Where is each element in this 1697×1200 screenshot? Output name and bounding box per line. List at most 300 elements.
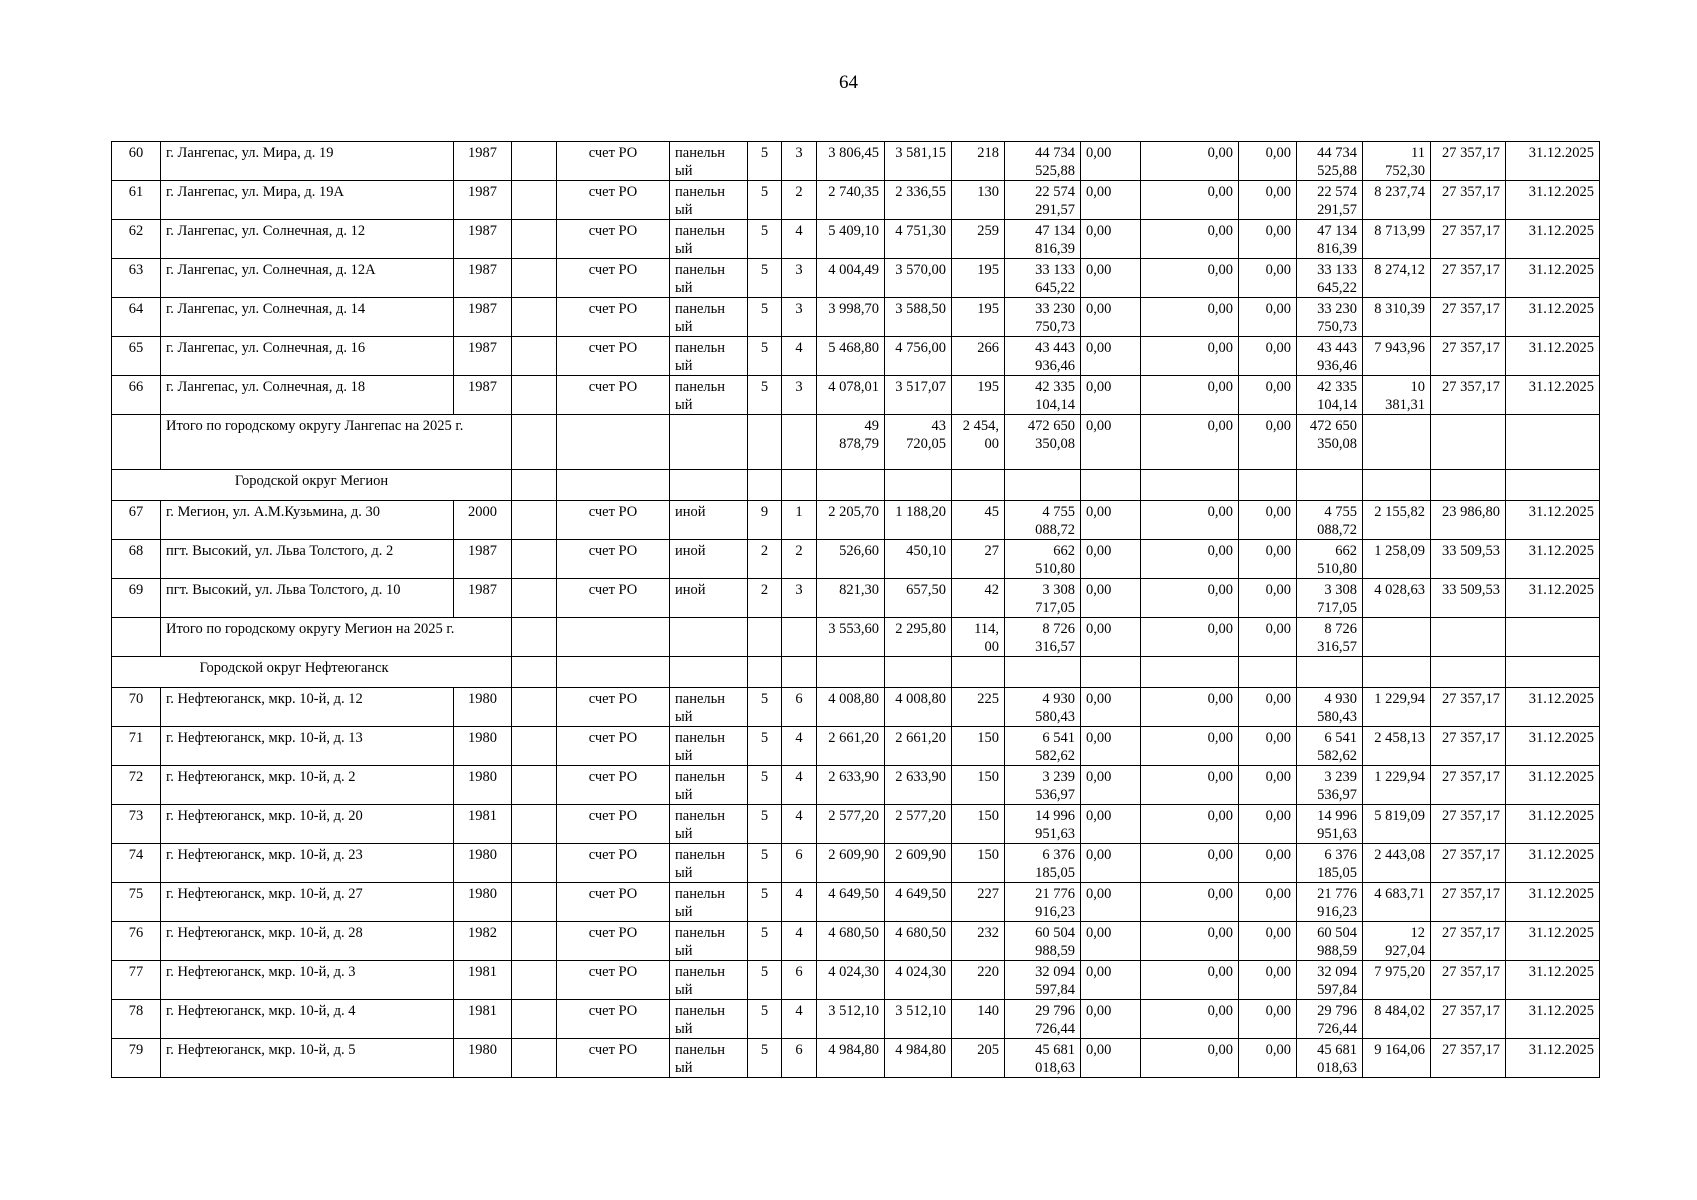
- cell-year: 1980: [454, 1039, 512, 1078]
- cell-residents: 150: [952, 727, 1005, 766]
- cell-wall-material: панельн ый: [670, 376, 748, 415]
- cell-living-area: 3 517,07: [885, 376, 952, 415]
- cell-floors: 9: [748, 501, 782, 540]
- cell-wall-material: панельн ый: [670, 883, 748, 922]
- cell-residents: 140: [952, 1000, 1005, 1039]
- cell-total-cost: 44 734 525,88: [1005, 142, 1081, 181]
- subtotal-label: Итого по городскому округу Мегион на 2025 г.: [161, 618, 512, 657]
- cell-residents: 218: [952, 142, 1005, 181]
- table-row: [112, 501, 1600, 540]
- cell-residents: 130: [952, 181, 1005, 220]
- cell-year: 1980: [454, 688, 512, 727]
- cell-empty: [952, 470, 1005, 501]
- cell-entrances: 1: [782, 501, 817, 540]
- table-row: [112, 376, 1600, 415]
- cell-empty: [512, 470, 557, 501]
- cell-deadline: 31.12.2025: [1506, 579, 1600, 618]
- cell-total-area: 3 998,70: [817, 298, 885, 337]
- cell-empty: [670, 657, 748, 688]
- cell-total-cost: 3 239 536,97: [1005, 766, 1081, 805]
- cell-cost-fund: 0,00: [1081, 805, 1141, 844]
- cell-wall-material: панельн ый: [670, 142, 748, 181]
- cell-cost-fund: 0,00: [1081, 337, 1141, 376]
- cell-floors: 5: [748, 1039, 782, 1078]
- cell-living-area: 4 649,50: [885, 883, 952, 922]
- cell-deadline: 31.12.2025: [1506, 259, 1600, 298]
- cell-deadline: 31.12.2025: [1506, 883, 1600, 922]
- section-title: Городской округ Мегион: [112, 470, 512, 501]
- cell-blank-col: [512, 501, 557, 540]
- cell-address: г. Мегион, ул. А.М.Кузьмина, д. 30: [161, 501, 454, 540]
- cell-year: 1987: [454, 181, 512, 220]
- cell-total-area: 2 609,90: [817, 844, 885, 883]
- cell-year: 1987: [454, 142, 512, 181]
- cell-max-cost-per-sqm: 27 357,17: [1431, 142, 1506, 181]
- cell-cost-owners: 21 776 916,23: [1297, 883, 1363, 922]
- cell-floors: 5: [748, 844, 782, 883]
- cell-year: 1987: [454, 298, 512, 337]
- cell-wall-material: панельн ый: [670, 337, 748, 376]
- cell-floors: 5: [748, 922, 782, 961]
- cell-empty: [557, 470, 670, 501]
- cell-entrances: 3: [782, 142, 817, 181]
- cell-total-cost: 45 681 018,63: [1005, 1039, 1081, 1078]
- cell-cost-budget-local: 0,00: [1239, 805, 1297, 844]
- cell-residents: 45: [952, 501, 1005, 540]
- cell-row-number: [112, 415, 161, 470]
- cell-cost-fund: 0,00: [1081, 883, 1141, 922]
- cell-empty: [1239, 657, 1297, 688]
- cell-cost-budget-region: 0,00: [1141, 727, 1239, 766]
- cell-cost-per-sqm: 4 683,71: [1363, 883, 1431, 922]
- cell-wall-material: панельн ый: [670, 922, 748, 961]
- cell-residents: 150: [952, 805, 1005, 844]
- cell-cost-owners: 4 755 088,72: [1297, 501, 1363, 540]
- cell-row-number: 79: [112, 1039, 161, 1078]
- cell-empty: [782, 415, 817, 470]
- cell-empty: [1363, 657, 1431, 688]
- cell-floors: 5: [748, 766, 782, 805]
- cell-empty: [748, 618, 782, 657]
- cell-row-number: 73: [112, 805, 161, 844]
- cell-living-area: 2 661,20: [885, 727, 952, 766]
- cell-deadline: 31.12.2025: [1506, 220, 1600, 259]
- cell-residents: 205: [952, 1039, 1005, 1078]
- cell-empty: [748, 415, 782, 470]
- cell-floors: 5: [748, 181, 782, 220]
- cell-empty: [1005, 657, 1081, 688]
- cell-cost-owners: 3 308 717,05: [1297, 579, 1363, 618]
- cell-cost-per-sqm: 10 381,31: [1363, 376, 1431, 415]
- cell-cost-owners: 6 376 185,05: [1297, 844, 1363, 883]
- cell-max-cost-per-sqm: 27 357,17: [1431, 805, 1506, 844]
- cell-year: 1980: [454, 727, 512, 766]
- cell-deadline: 31.12.2025: [1506, 805, 1600, 844]
- cell-cost-per-sqm: 7 943,96: [1363, 337, 1431, 376]
- cell-wall-material: иной: [670, 501, 748, 540]
- cell-blank-col: [512, 181, 557, 220]
- cell-funding-method: счет РО: [557, 961, 670, 1000]
- cell-year: 1981: [454, 961, 512, 1000]
- cell-empty: [1005, 470, 1081, 501]
- cell-cost-budget-local: 0,00: [1239, 766, 1297, 805]
- cell-cost-per-sqm: 1 229,94: [1363, 688, 1431, 727]
- cell-floors: 5: [748, 337, 782, 376]
- cell-cost-fund: 0,00: [1081, 579, 1141, 618]
- cell-empty: [1297, 470, 1363, 501]
- section-title: Городской округ Нефтеюганск: [112, 657, 512, 688]
- cell-entrances: 4: [782, 766, 817, 805]
- cell-cost-owners: 8 726 316,57: [1297, 618, 1363, 657]
- cell-floors: 5: [748, 805, 782, 844]
- cell-address: г. Лангепас, ул. Солнечная, д. 12: [161, 220, 454, 259]
- cell-deadline: 31.12.2025: [1506, 298, 1600, 337]
- cell-entrances: 3: [782, 376, 817, 415]
- cell-cost-per-sqm: 11 752,30: [1363, 142, 1431, 181]
- cell-cost-owners: 22 574 291,57: [1297, 181, 1363, 220]
- cell-cost-budget-local: 0,00: [1239, 540, 1297, 579]
- cell-residents: 232: [952, 922, 1005, 961]
- cell-row-number: 72: [112, 766, 161, 805]
- subtotal-row: [112, 618, 1600, 657]
- table-row: [112, 142, 1600, 181]
- cell-cost-owners: 47 134 816,39: [1297, 220, 1363, 259]
- cell-year: 1980: [454, 766, 512, 805]
- cell-max-cost-per-sqm: 27 357,17: [1431, 688, 1506, 727]
- cell-cost-per-sqm: 8 237,74: [1363, 181, 1431, 220]
- cell-total-cost: 8 726 316,57: [1005, 618, 1081, 657]
- cell-total-area: 2 577,20: [817, 805, 885, 844]
- cell-total-area: 4 004,49: [817, 259, 885, 298]
- cell-wall-material: панельн ый: [670, 220, 748, 259]
- cell-max-cost-per-sqm: 27 357,17: [1431, 337, 1506, 376]
- cell-residents: 225: [952, 688, 1005, 727]
- cell-cost-budget-region: 0,00: [1141, 1000, 1239, 1039]
- cell-empty: [782, 470, 817, 501]
- cell-cost-budget-region: 0,00: [1141, 766, 1239, 805]
- cell-blank-col: [512, 883, 557, 922]
- cell-blank-col: [512, 961, 557, 1000]
- cell-empty: [557, 618, 670, 657]
- cell-total-cost: 4 755 088,72: [1005, 501, 1081, 540]
- cell-residents: 227: [952, 883, 1005, 922]
- subtotal-label: Итого по городскому округу Лангепас на 2025 г.: [161, 415, 512, 470]
- cell-max-cost-per-sqm: 27 357,17: [1431, 1000, 1506, 1039]
- cell-total-cost: 21 776 916,23: [1005, 883, 1081, 922]
- cell-cost-per-sqm: [1363, 618, 1431, 657]
- cell-cost-budget-local: 0,00: [1239, 337, 1297, 376]
- table-row: [112, 259, 1600, 298]
- table-row: [112, 298, 1600, 337]
- cell-total-cost: 472 650 350,08: [1005, 415, 1081, 470]
- cell-empty: [1081, 657, 1141, 688]
- cell-total-area: 2 740,35: [817, 181, 885, 220]
- cell-cost-owners: 60 504 988,59: [1297, 922, 1363, 961]
- cell-residents: 266: [952, 337, 1005, 376]
- cell-empty: [1141, 470, 1239, 501]
- cell-funding-method: счет РО: [557, 1000, 670, 1039]
- cell-deadline: 31.12.2025: [1506, 688, 1600, 727]
- cell-cost-budget-local: 0,00: [1239, 883, 1297, 922]
- cell-empty: [1081, 470, 1141, 501]
- cell-cost-budget-region: 0,00: [1141, 181, 1239, 220]
- cell-cost-budget-local: 0,00: [1239, 579, 1297, 618]
- cell-residents: 259: [952, 220, 1005, 259]
- cell-floors: 5: [748, 883, 782, 922]
- cell-cost-owners: 44 734 525,88: [1297, 142, 1363, 181]
- cell-residents: 195: [952, 259, 1005, 298]
- cell-cost-budget-region: 0,00: [1141, 220, 1239, 259]
- cell-cost-budget-local: 0,00: [1239, 844, 1297, 883]
- cell-max-cost-per-sqm: 33 509,53: [1431, 579, 1506, 618]
- cell-max-cost-per-sqm: 27 357,17: [1431, 727, 1506, 766]
- cell-empty: [1297, 657, 1363, 688]
- cell-deadline: 31.12.2025: [1506, 337, 1600, 376]
- cell-row-number: 67: [112, 501, 161, 540]
- cell-cost-budget-region: 0,00: [1141, 142, 1239, 181]
- cell-max-cost-per-sqm: 27 357,17: [1431, 922, 1506, 961]
- cell-cost-per-sqm: 12 927,04: [1363, 922, 1431, 961]
- cell-wall-material: иной: [670, 540, 748, 579]
- cell-cost-budget-region: 0,00: [1141, 415, 1239, 470]
- table-row: [112, 579, 1600, 618]
- cell-funding-method: счет РО: [557, 805, 670, 844]
- cell-cost-fund: 0,00: [1081, 688, 1141, 727]
- cell-address: г. Лангепас, ул. Солнечная, д. 12А: [161, 259, 454, 298]
- cell-empty: [952, 657, 1005, 688]
- cell-row-number: 64: [112, 298, 161, 337]
- cell-address: г. Нефтеюганск, мкр. 10-й, д. 12: [161, 688, 454, 727]
- table-row: [112, 766, 1600, 805]
- cell-cost-budget-region: 0,00: [1141, 922, 1239, 961]
- cell-floors: 5: [748, 220, 782, 259]
- table-row: [112, 961, 1600, 1000]
- cell-address: г. Нефтеюганск, мкр. 10-й, д. 13: [161, 727, 454, 766]
- cell-year: 1987: [454, 259, 512, 298]
- cell-cost-fund: 0,00: [1081, 501, 1141, 540]
- cell-wall-material: панельн ый: [670, 727, 748, 766]
- cell-total-area: 2 633,90: [817, 766, 885, 805]
- cell-total-cost: 6 541 582,62: [1005, 727, 1081, 766]
- cell-total-area: 4 680,50: [817, 922, 885, 961]
- cell-funding-method: счет РО: [557, 1039, 670, 1078]
- cell-cost-owners: 6 541 582,62: [1297, 727, 1363, 766]
- cell-cost-per-sqm: 8 310,39: [1363, 298, 1431, 337]
- cell-entrances: 4: [782, 727, 817, 766]
- cell-cost-budget-local: 0,00: [1239, 142, 1297, 181]
- cell-funding-method: счет РО: [557, 298, 670, 337]
- cell-blank-col: [512, 805, 557, 844]
- cell-cost-budget-local: 0,00: [1239, 961, 1297, 1000]
- cell-max-cost-per-sqm: 27 357,17: [1431, 883, 1506, 922]
- cell-cost-per-sqm: [1363, 415, 1431, 470]
- cell-empty: [782, 618, 817, 657]
- cell-total-area: 5 468,80: [817, 337, 885, 376]
- cell-empty: [748, 470, 782, 501]
- cell-row-number: 65: [112, 337, 161, 376]
- cell-floors: 5: [748, 961, 782, 1000]
- cell-cost-owners: 45 681 018,63: [1297, 1039, 1363, 1078]
- cell-empty: [512, 657, 557, 688]
- cell-living-area: 2 633,90: [885, 766, 952, 805]
- table-row: [112, 844, 1600, 883]
- cell-cost-budget-region: 0,00: [1141, 540, 1239, 579]
- cell-deadline: [1506, 618, 1600, 657]
- cell-total-area: 5 409,10: [817, 220, 885, 259]
- cell-address: г. Лангепас, ул. Солнечная, д. 18: [161, 376, 454, 415]
- cell-cost-budget-region: 0,00: [1141, 501, 1239, 540]
- cell-funding-method: счет РО: [557, 181, 670, 220]
- cell-entrances: 6: [782, 961, 817, 1000]
- cell-cost-owners: 42 335 104,14: [1297, 376, 1363, 415]
- cell-row-number: 66: [112, 376, 161, 415]
- cell-row-number: 61: [112, 181, 161, 220]
- cell-total-area: 4 984,80: [817, 1039, 885, 1078]
- cell-floors: 2: [748, 579, 782, 618]
- cell-total-area: 4 078,01: [817, 376, 885, 415]
- cell-blank-col: [512, 376, 557, 415]
- cell-address: г. Лангепас, ул. Солнечная, д. 14: [161, 298, 454, 337]
- cell-empty: [817, 657, 885, 688]
- cell-address: г. Нефтеюганск, мкр. 10-й, д. 3: [161, 961, 454, 1000]
- cell-cost-budget-local: 0,00: [1239, 618, 1297, 657]
- cell-blank-col: [512, 259, 557, 298]
- cell-address: пгт. Высокий, ул. Льва Толстого, д. 2: [161, 540, 454, 579]
- cell-cost-per-sqm: 9 164,06: [1363, 1039, 1431, 1078]
- cell-funding-method: счет РО: [557, 259, 670, 298]
- cell-cost-fund: 0,00: [1081, 376, 1141, 415]
- cell-blank-col: [512, 844, 557, 883]
- cell-blank-col: [512, 540, 557, 579]
- cell-entrances: 2: [782, 181, 817, 220]
- cell-row-number: 70: [112, 688, 161, 727]
- cell-cost-fund: 0,00: [1081, 181, 1141, 220]
- cell-deadline: [1506, 415, 1600, 470]
- cell-total-cost: 42 335 104,14: [1005, 376, 1081, 415]
- cell-cost-budget-local: 0,00: [1239, 1039, 1297, 1078]
- cell-living-area: 3 512,10: [885, 1000, 952, 1039]
- cell-entrances: 4: [782, 220, 817, 259]
- cell-blank-col: [512, 142, 557, 181]
- cell-year: 1987: [454, 337, 512, 376]
- cell-wall-material: иной: [670, 579, 748, 618]
- cell-year: 1981: [454, 1000, 512, 1039]
- cell-total-area: 2 205,70: [817, 501, 885, 540]
- cell-max-cost-per-sqm: 27 357,17: [1431, 1039, 1506, 1078]
- cell-cost-per-sqm: 8 484,02: [1363, 1000, 1431, 1039]
- cell-living-area: 3 570,00: [885, 259, 952, 298]
- cell-cost-fund: 0,00: [1081, 220, 1141, 259]
- cell-max-cost-per-sqm: 27 357,17: [1431, 376, 1506, 415]
- cell-address: г. Лангепас, ул. Солнечная, д. 16: [161, 337, 454, 376]
- cell-blank-col: [512, 579, 557, 618]
- cell-living-area: 657,50: [885, 579, 952, 618]
- cell-cost-per-sqm: 2 155,82: [1363, 501, 1431, 540]
- cell-funding-method: счет РО: [557, 883, 670, 922]
- cell-total-area: 3 553,60: [817, 618, 885, 657]
- cell-cost-fund: 0,00: [1081, 540, 1141, 579]
- cell-living-area: 4 751,30: [885, 220, 952, 259]
- cell-address: г. Нефтеюганск, мкр. 10-й, д. 5: [161, 1039, 454, 1078]
- cell-living-area: 4 008,80: [885, 688, 952, 727]
- cell-total-area: 49 878,79: [817, 415, 885, 470]
- cell-cost-budget-region: 0,00: [1141, 337, 1239, 376]
- cell-year: 2000: [454, 501, 512, 540]
- cell-funding-method: счет РО: [557, 922, 670, 961]
- cell-empty: [885, 470, 952, 501]
- cell-cost-budget-region: 0,00: [1141, 844, 1239, 883]
- cell-deadline: 31.12.2025: [1506, 1039, 1600, 1078]
- cell-cost-owners: 4 930 580,43: [1297, 688, 1363, 727]
- cell-deadline: 31.12.2025: [1506, 961, 1600, 1000]
- cell-floors: 5: [748, 142, 782, 181]
- table-row: [112, 883, 1600, 922]
- cell-address: пгт. Высокий, ул. Льва Толстого, д. 10: [161, 579, 454, 618]
- cell-funding-method: счет РО: [557, 844, 670, 883]
- table-row: [112, 727, 1600, 766]
- cell-entrances: 4: [782, 883, 817, 922]
- cell-max-cost-per-sqm: 27 357,17: [1431, 844, 1506, 883]
- cell-funding-method: счет РО: [557, 540, 670, 579]
- cell-cost-budget-region: 0,00: [1141, 883, 1239, 922]
- cell-funding-method: счет РО: [557, 220, 670, 259]
- cell-wall-material: панельн ый: [670, 805, 748, 844]
- cell-cost-budget-local: 0,00: [1239, 259, 1297, 298]
- cell-row-number: 76: [112, 922, 161, 961]
- cell-cost-fund: 0,00: [1081, 766, 1141, 805]
- cell-residents: 42: [952, 579, 1005, 618]
- cell-wall-material: панельн ый: [670, 961, 748, 1000]
- cell-total-cost: 32 094 597,84: [1005, 961, 1081, 1000]
- cell-living-area: 4 024,30: [885, 961, 952, 1000]
- cell-cost-budget-region: 0,00: [1141, 805, 1239, 844]
- cell-funding-method: счет РО: [557, 337, 670, 376]
- cell-empty: [1141, 657, 1239, 688]
- cell-deadline: 31.12.2025: [1506, 922, 1600, 961]
- cell-floors: 2: [748, 540, 782, 579]
- cell-total-cost: 47 134 816,39: [1005, 220, 1081, 259]
- cell-empty: [748, 657, 782, 688]
- cell-cost-fund: 0,00: [1081, 142, 1141, 181]
- cell-residents: 114, 00: [952, 618, 1005, 657]
- cell-funding-method: счет РО: [557, 579, 670, 618]
- cell-empty: [782, 657, 817, 688]
- cell-empty: [512, 618, 557, 657]
- cell-residents: 150: [952, 766, 1005, 805]
- cell-cost-budget-local: 0,00: [1239, 415, 1297, 470]
- cell-funding-method: счет РО: [557, 688, 670, 727]
- cell-cost-per-sqm: 1 229,94: [1363, 766, 1431, 805]
- cell-row-number: 74: [112, 844, 161, 883]
- cell-row-number: 60: [112, 142, 161, 181]
- cell-total-cost: 3 308 717,05: [1005, 579, 1081, 618]
- cell-blank-col: [512, 1039, 557, 1078]
- cell-cost-fund: 0,00: [1081, 618, 1141, 657]
- cell-cost-per-sqm: 8 274,12: [1363, 259, 1431, 298]
- cell-empty: [512, 415, 557, 470]
- cell-funding-method: счет РО: [557, 727, 670, 766]
- cell-empty: [1431, 470, 1506, 501]
- cell-cost-budget-region: 0,00: [1141, 1039, 1239, 1078]
- cell-entrances: 6: [782, 1039, 817, 1078]
- cell-address: г. Нефтеюганск, мкр. 10-й, д. 20: [161, 805, 454, 844]
- cell-funding-method: счет РО: [557, 142, 670, 181]
- cell-max-cost-per-sqm: 33 509,53: [1431, 540, 1506, 579]
- cell-living-area: 2 577,20: [885, 805, 952, 844]
- cell-living-area: 1 188,20: [885, 501, 952, 540]
- cell-year: 1980: [454, 883, 512, 922]
- cell-deadline: 31.12.2025: [1506, 501, 1600, 540]
